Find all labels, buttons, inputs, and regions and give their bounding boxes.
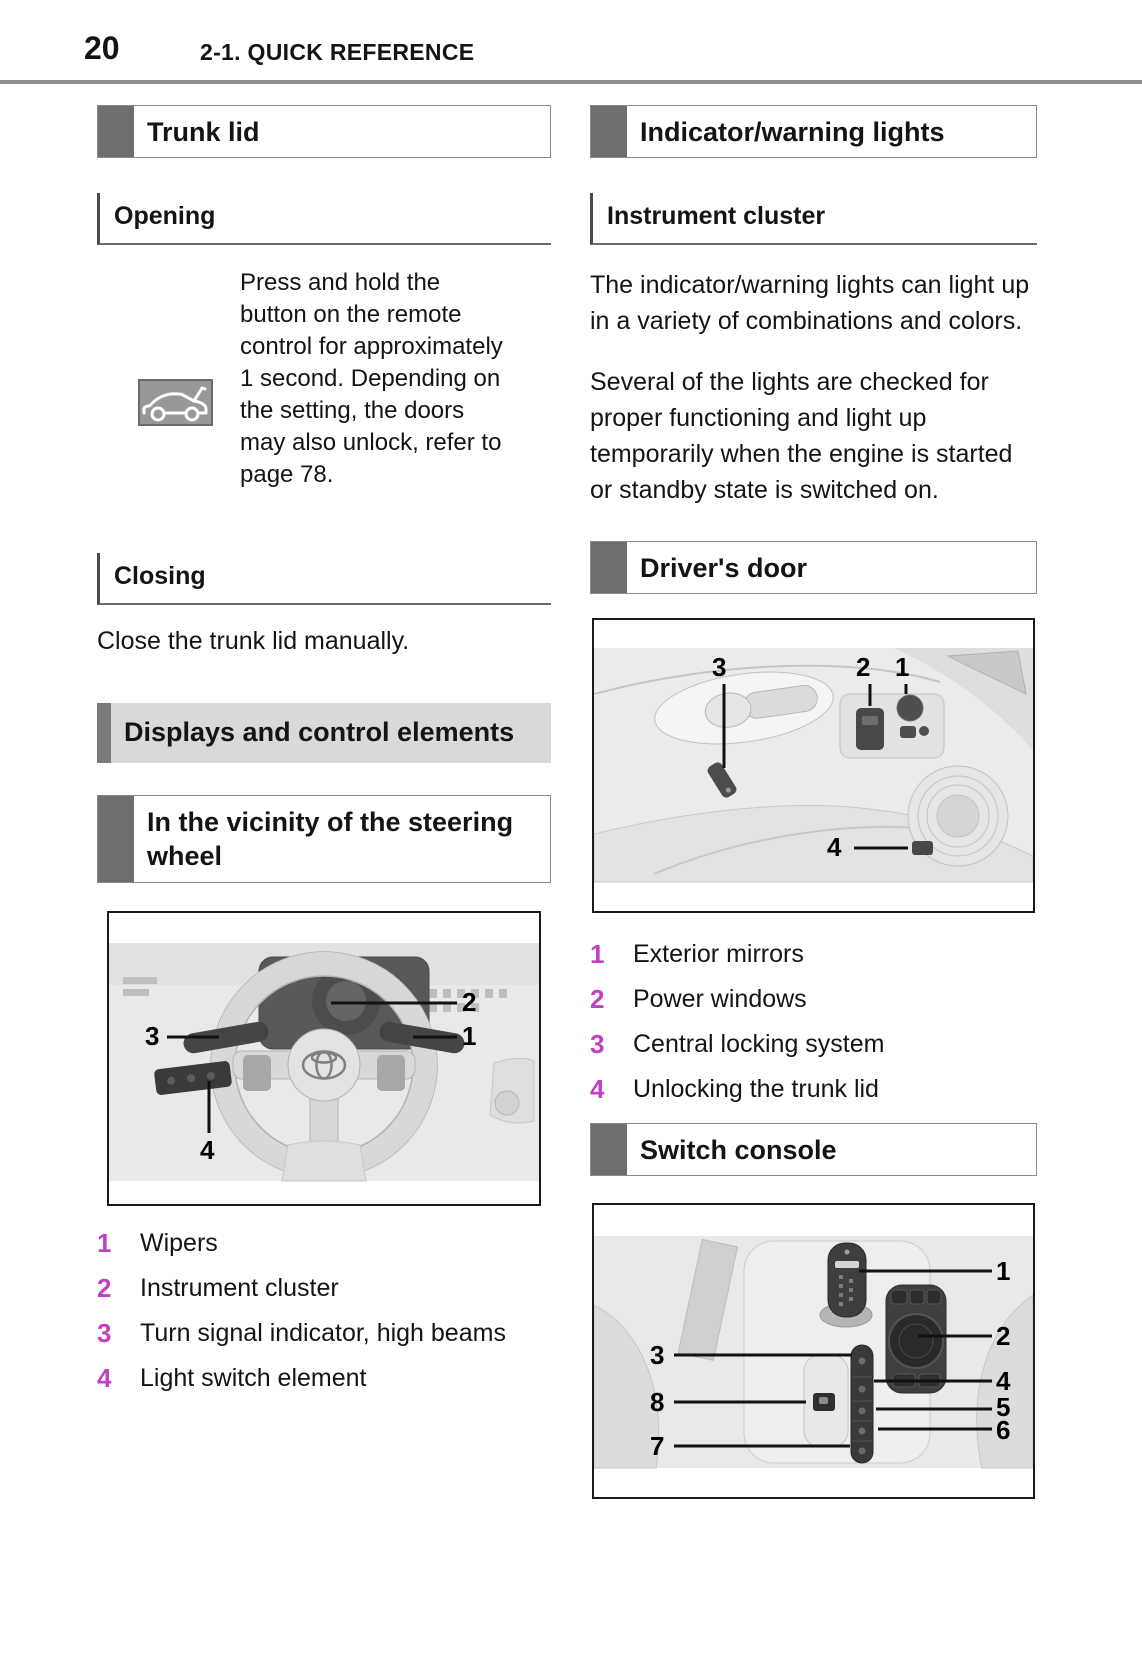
heading-square bbox=[98, 106, 134, 157]
legend-num: 1 bbox=[97, 1228, 112, 1258]
callout-1: 1 bbox=[462, 1021, 477, 1051]
steering-legend bbox=[97, 1226, 551, 1395]
subheading-instrument-cluster: Instrument cluster bbox=[590, 193, 1037, 245]
legend-num: 1 bbox=[590, 939, 605, 969]
callout-3: 3 bbox=[712, 652, 727, 682]
legend-item bbox=[590, 1027, 1037, 1061]
callout-1: 1 bbox=[895, 652, 910, 682]
callout-3: 3 bbox=[650, 1340, 665, 1370]
legend-label: Central locking system bbox=[633, 1030, 885, 1058]
chapter-title: 2-1. QUICK REFERENCE bbox=[200, 39, 475, 65]
callout-2: 2 bbox=[996, 1321, 1011, 1351]
heading-square bbox=[591, 106, 627, 157]
indicator-para-2: Several of the lights are checked for proper functioning and light up temporarily when the engine is started or standby state is switched on. bbox=[590, 368, 1013, 504]
heading-square bbox=[591, 542, 627, 593]
callout-4: 4 bbox=[200, 1135, 215, 1165]
callout-2: 2 bbox=[462, 987, 477, 1017]
subheading-opening: Opening bbox=[97, 193, 551, 245]
section-steering-heading bbox=[97, 795, 551, 883]
opening-instruction bbox=[97, 267, 551, 491]
callout-3: 3 bbox=[145, 1021, 160, 1051]
steering-wheel-illustration bbox=[109, 913, 539, 1204]
legend-item bbox=[97, 1226, 551, 1260]
legend-label: Turn signal indicator, high beams bbox=[140, 1319, 506, 1347]
callout-4: 4 bbox=[827, 832, 842, 862]
legend-label: Exterior mirrors bbox=[633, 940, 804, 968]
car-trunk-open-icon bbox=[138, 379, 213, 491]
legend-num: 2 bbox=[97, 1273, 112, 1303]
callout-6: 6 bbox=[996, 1415, 1011, 1445]
legend-item bbox=[97, 1361, 551, 1395]
section-displays-controls-heading: Displays and control elements bbox=[97, 703, 551, 763]
left-column bbox=[97, 105, 551, 1406]
section-drivers-door-heading bbox=[590, 541, 1037, 594]
legend-label: Light switch element bbox=[140, 1364, 367, 1392]
legend-label: Wipers bbox=[140, 1229, 218, 1257]
legend-item bbox=[590, 982, 1037, 1016]
section-title: Driver's door bbox=[640, 552, 807, 583]
legend-item bbox=[97, 1271, 551, 1305]
section-trunk-lid-heading bbox=[97, 105, 551, 158]
heading-square bbox=[98, 796, 134, 882]
legend-num: 4 bbox=[97, 1363, 112, 1393]
section-indicator-lights-heading bbox=[590, 105, 1037, 158]
section-title: In the vicinity of the steering wheel bbox=[147, 807, 514, 871]
legend-label: Instrument cluster bbox=[140, 1274, 339, 1302]
callout-2: 2 bbox=[856, 652, 871, 682]
legend-item bbox=[590, 1072, 1037, 1106]
legend-num: 3 bbox=[590, 1029, 605, 1059]
heading-square bbox=[591, 1124, 627, 1175]
drivers-door-illustration bbox=[594, 620, 1033, 911]
callout-5: 5 bbox=[996, 1392, 1011, 1422]
legend-item bbox=[97, 1316, 551, 1350]
legend-num: 4 bbox=[590, 1074, 605, 1104]
legend-num: 3 bbox=[97, 1318, 112, 1348]
switch-console-figure bbox=[592, 1203, 1035, 1499]
closing-text: Close the trunk lid manually. bbox=[97, 627, 410, 655]
right-column bbox=[590, 105, 1037, 1499]
indicator-para-1: The indicator/warning lights can light up in a variety of combinations and colors. bbox=[590, 271, 1030, 335]
callout-1: 1 bbox=[996, 1256, 1011, 1286]
drivers-door-figure bbox=[592, 618, 1035, 913]
page-number: 20 bbox=[84, 30, 120, 66]
callout-7: 7 bbox=[650, 1431, 665, 1461]
steering-wheel-figure bbox=[107, 911, 541, 1206]
legend-num: 2 bbox=[590, 984, 605, 1014]
section-title: Indicator/warning lights bbox=[640, 116, 945, 147]
section-title: Trunk lid bbox=[147, 116, 260, 147]
header-rule bbox=[0, 80, 1142, 84]
callout-8: 8 bbox=[650, 1387, 665, 1417]
section-switch-console-heading bbox=[590, 1123, 1037, 1176]
section-title: Switch console bbox=[640, 1134, 837, 1165]
legend-item bbox=[590, 937, 1037, 971]
callout-4: 4 bbox=[996, 1366, 1011, 1396]
subheading-closing: Closing bbox=[97, 553, 551, 605]
drivers-door-legend bbox=[590, 937, 1037, 1106]
legend-label: Power windows bbox=[633, 985, 807, 1013]
legend-label: Unlocking the trunk lid bbox=[633, 1075, 879, 1103]
opening-text: Press and hold the button on the remote control for approximately 1 second. Depending on the setting, the doors may also unlock, refer to page 78. bbox=[240, 269, 503, 488]
